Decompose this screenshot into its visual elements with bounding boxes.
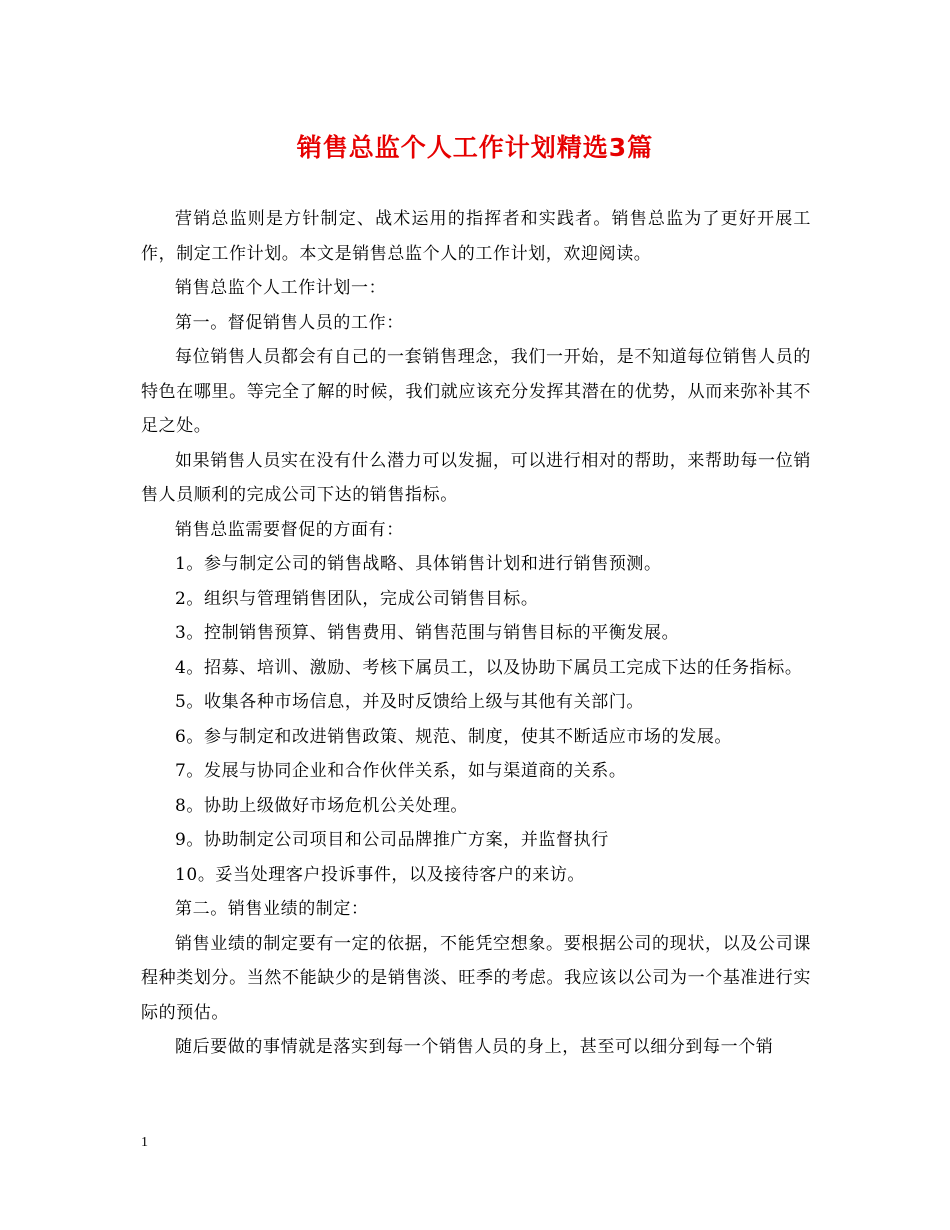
paragraph: 每位销售人员都会有自己的一套销售理念，我们一开始，是不知道每位销售人员的特色在哪里。等完全了解的时候，我们就应该充分发挥其潜在的优势，从而来弥补其不足之处。 xyxy=(141,347,811,436)
list-item: 6。参与制定和改进销售政策、规范、制度，使其不断适应市场的发展。 xyxy=(175,726,733,747)
list-item: 3。控制销售预算、销售费用、销售范围与销售目标的平衡发展。 xyxy=(175,623,680,643)
paragraph: 如果销售人员实在没有什么潜力可以发掘，可以进行相对的帮助，来帮助每一位销售人员顺利的完成公司下达的销售指标。 xyxy=(141,450,811,505)
paragraph: 第一。督促销售人员的工作： xyxy=(175,312,404,333)
list-item: 5。收集各种市场信息，并及时反馈给上级与其他有关部门。 xyxy=(175,692,645,712)
list-item: 10。妥当处理客户投诉事件，以及接待客户的来访。 xyxy=(175,864,586,885)
list-item: 1。参与制定公司的销售战略、具体销售计划和进行销售预测。 xyxy=(175,554,662,574)
list-item: 2。组织与管理销售团队，完成公司销售目标。 xyxy=(175,588,539,609)
document-title: 销售总监个人工作计划精选3篇 xyxy=(296,133,654,162)
list-item: 8。协助上级做好市场危机公关处理。 xyxy=(175,795,469,816)
page-number: 1 xyxy=(141,1135,148,1150)
paragraph: 销售总监个人工作计划一： xyxy=(175,278,387,298)
list-item: 7。发展与协同企业和合作伙伴关系，如与渠道商的关系。 xyxy=(175,761,627,781)
list-item: 4。招募、培训、激励、考核下属员工，以及协助下属员工完成下达的任务指标。 xyxy=(175,657,803,678)
paragraph: 第二。销售业绩的制定： xyxy=(175,899,369,919)
paragraph: 营销总监则是方针制定、战术运用的指挥者和实践者。销售总监为了更好开展工作，制定工作计划。本文是销售总监个人的工作计划，欢迎阅读。 xyxy=(141,209,811,264)
paragraph: 销售业绩的制定要有一定的依据，不能凭空想象。要根据公司的现状，以及公司课程种类划分。当然不能缺少的是销售淡、旺季的考虑。我应该以公司为一个基准进行实际的预估。 xyxy=(141,933,811,1023)
paragraph: 销售总监需要督促的方面有： xyxy=(175,519,404,540)
document-body xyxy=(141,202,811,1065)
list-item: 9。协助制定公司项目和公司品牌推广方案，并监督执行 xyxy=(175,830,609,850)
paragraph: 随后要做的事情就是落实到每一个销售人员的身上，甚至可以细分到每一个销 xyxy=(175,1037,774,1057)
